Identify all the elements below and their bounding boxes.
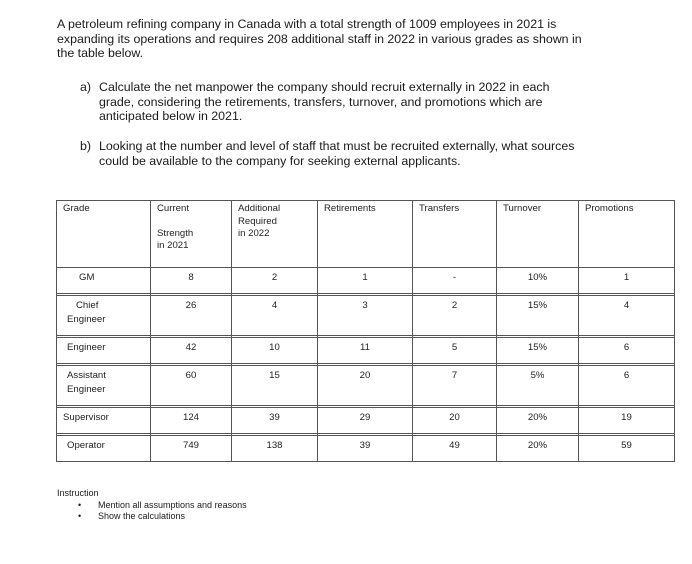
question-b-text: Looking at the number and level of staff that must be recruited externally, what sources could be available to the company for seeking external applicants. (99, 139, 575, 168)
question-b (80, 139, 580, 168)
cell-additional: 2 (232, 268, 318, 294)
header-current-strength: Current Strength in 2021 (151, 201, 232, 268)
instruction-block (57, 488, 247, 523)
cell-retirements: 3 (318, 296, 413, 336)
cell-retirements: 39 (318, 436, 413, 462)
cell-current: 124 (151, 408, 232, 434)
bullet-icon: • (78, 499, 82, 510)
table-row (57, 296, 675, 336)
cell-retirements: 11 (318, 338, 413, 364)
cell-additional: 15 (232, 366, 318, 406)
cell-current: 8 (151, 268, 232, 294)
table-row (57, 268, 675, 294)
cell-turnover: 15% (497, 338, 579, 364)
cell-current: 60 (151, 366, 232, 406)
table-row (57, 366, 675, 406)
cell-turnover: 5% (497, 366, 579, 406)
problem-intro: A petroleum refining company in Canada with a total strength of 1009 employees in 2021 is expanding its operations and requires 208 additional staff in 2022 in various grades as shown in the table below. (57, 17, 582, 61)
cell-grade: Operator (57, 436, 151, 462)
header-retirements: Retirements (318, 201, 413, 268)
cell-promotions: 4 (579, 296, 675, 336)
cell-grade: Supervisor (57, 408, 151, 434)
header-transfers: Transfers (413, 201, 497, 268)
instruction-title: Instruction (57, 488, 99, 498)
list-item (57, 500, 247, 512)
cell-grade: Chief Engineer (57, 296, 151, 336)
header-additional-required: Additional Required in 2022 (232, 201, 318, 268)
instruction-item-text: Mention all assumptions and reasons (98, 499, 247, 510)
cell-promotions: 1 (579, 268, 675, 294)
cell-transfers: 49 (413, 436, 497, 462)
cell-retirements: 1 (318, 268, 413, 294)
cell-turnover: 15% (497, 296, 579, 336)
bullet-icon: • (78, 511, 82, 521)
cell-grade: Assistant Engineer (57, 366, 151, 406)
table-row (57, 408, 675, 434)
cell-current: 749 (151, 436, 232, 462)
question-a-label: a) (80, 80, 92, 94)
table-header-row (57, 201, 675, 268)
cell-turnover: 10% (497, 268, 579, 294)
cell-grade: GM (57, 268, 151, 294)
table-row (57, 436, 675, 462)
table-row (57, 338, 675, 364)
question-b-label: b) (80, 139, 92, 153)
cell-additional: 39 (232, 408, 318, 434)
cell-current: 42 (151, 338, 232, 364)
cell-retirements: 20 (318, 366, 413, 406)
header-turnover: Turnover (497, 201, 579, 268)
cell-transfers: 5 (413, 338, 497, 364)
question-a (80, 80, 580, 124)
cell-retirements: 29 (318, 408, 413, 434)
cell-transfers: 2 (413, 296, 497, 336)
list-item (57, 511, 247, 523)
cell-promotions: 6 (579, 366, 675, 406)
cell-promotions: 59 (579, 436, 675, 462)
header-promotions: Promotions (579, 201, 675, 268)
cell-transfers: - (413, 268, 497, 294)
cell-turnover: 20% (497, 408, 579, 434)
cell-transfers: 20 (413, 408, 497, 434)
cell-promotions: 6 (579, 338, 675, 364)
cell-additional: 138 (232, 436, 318, 462)
header-grade: Grade (57, 201, 151, 268)
instruction-list (57, 500, 247, 523)
cell-grade: Engineer (57, 338, 151, 364)
cell-additional: 10 (232, 338, 318, 364)
question-a-text: Calculate the net manpower the company should recruit externally in 2022 in each grade, considering the retirements, transfers, turnover, and promotions which are anticipated below in 2021. (99, 80, 550, 124)
cell-additional: 4 (232, 296, 318, 336)
cell-promotions: 19 (579, 408, 675, 434)
cell-transfers: 7 (413, 366, 497, 406)
cell-turnover: 20% (497, 436, 579, 462)
manpower-table (56, 200, 675, 462)
instruction-item-text: Show the calculations (98, 511, 186, 521)
cell-current: 26 (151, 296, 232, 336)
